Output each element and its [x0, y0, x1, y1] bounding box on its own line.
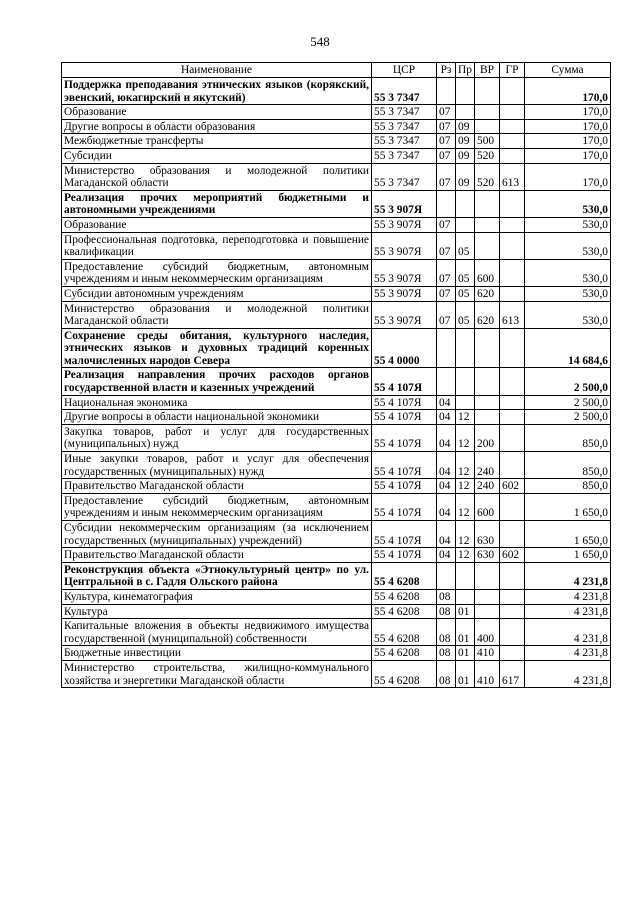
cell-rz: 04 [437, 424, 456, 451]
cell-pr: 05 [456, 286, 475, 301]
cell-rz [437, 78, 456, 105]
cell-csr: 55 3 7347 [372, 105, 437, 120]
cell-sum: 1 650,0 [525, 493, 611, 520]
cell-pr [456, 328, 475, 368]
cell-gr [500, 521, 525, 548]
cell-vr [475, 589, 500, 604]
table-row [62, 410, 611, 425]
cell-csr: 55 3 907Я [372, 259, 437, 286]
cell-rz: 08 [437, 589, 456, 604]
table-row [62, 328, 611, 368]
table-row [62, 589, 611, 604]
cell-vr: 240 [475, 479, 500, 494]
cell-pr: 01 [456, 604, 475, 619]
cell-csr: 55 3 7347 [372, 134, 437, 149]
cell-gr [500, 395, 525, 410]
cell-gr [500, 259, 525, 286]
cell-sum: 170,0 [525, 134, 611, 149]
cell-rz: 07 [437, 105, 456, 120]
cell-rz: 04 [437, 452, 456, 479]
cell-sum: 170,0 [525, 105, 611, 120]
cell-sum: 4 231,8 [525, 562, 611, 589]
cell-csr: 55 3 907Я [372, 217, 437, 232]
cell-pr: 12 [456, 424, 475, 451]
cell-name: Реализация направления прочих расходов органов государственной власти и казенных учреждений [62, 368, 372, 395]
table-row [62, 301, 611, 328]
cell-name: Иные закупки товаров, работ и услуг для обеспечения государственных (муниципальных) нужд [62, 452, 372, 479]
table-row [62, 424, 611, 451]
table-row [62, 562, 611, 589]
cell-vr [475, 604, 500, 619]
cell-gr [500, 78, 525, 105]
cell-vr [475, 368, 500, 395]
table-row [62, 105, 611, 120]
cell-gr [500, 452, 525, 479]
table-body [62, 78, 611, 688]
cell-vr: 620 [475, 286, 500, 301]
cell-name: Капитальные вложения в объекты недвижимого имущества государственной (муниципальной) собственности [62, 619, 372, 646]
cell-vr [475, 562, 500, 589]
cell-rz [437, 368, 456, 395]
cell-vr: 200 [475, 424, 500, 451]
cell-csr: 55 3 7347 [372, 163, 437, 190]
cell-csr: 55 3 907Я [372, 286, 437, 301]
cell-pr [456, 395, 475, 410]
cell-rz: 07 [437, 148, 456, 163]
cell-rz: 08 [437, 619, 456, 646]
table-row [62, 646, 611, 661]
cell-gr [500, 619, 525, 646]
cell-name: Закупка товаров, работ и услуг для государственных (муниципальных) нужд [62, 424, 372, 451]
cell-csr: 55 3 7347 [372, 78, 437, 105]
cell-pr: 09 [456, 163, 475, 190]
cell-gr [500, 493, 525, 520]
cell-csr: 55 4 6208 [372, 562, 437, 589]
cell-vr: 240 [475, 452, 500, 479]
cell-sum: 170,0 [525, 163, 611, 190]
cell-vr: 520 [475, 148, 500, 163]
cell-rz [437, 190, 456, 217]
cell-csr: 55 4 6208 [372, 619, 437, 646]
table-row [62, 660, 611, 687]
cell-vr [475, 119, 500, 134]
cell-gr: 613 [500, 163, 525, 190]
cell-name: Предоставление субсидий бюджетным, автономным учреждениям и иным некоммерческим организациям [62, 493, 372, 520]
cell-vr: 600 [475, 259, 500, 286]
cell-name: Поддержка преподавания этнических языков (корякский, эвенский, юкагирский и якутский) [62, 78, 372, 105]
table-row [62, 521, 611, 548]
cell-vr: 630 [475, 521, 500, 548]
cell-pr: 01 [456, 619, 475, 646]
cell-vr: 630 [475, 548, 500, 563]
cell-csr: 55 4 107Я [372, 493, 437, 520]
cell-sum: 4 231,8 [525, 646, 611, 661]
header-csr: ЦСР [372, 63, 437, 78]
cell-name: Образование [62, 105, 372, 120]
cell-gr [500, 190, 525, 217]
cell-rz [437, 328, 456, 368]
cell-rz: 04 [437, 479, 456, 494]
cell-pr [456, 105, 475, 120]
cell-csr: 55 3 907Я [372, 232, 437, 259]
cell-vr [475, 410, 500, 425]
cell-rz: 08 [437, 604, 456, 619]
table-row [62, 395, 611, 410]
cell-csr: 55 4 107Я [372, 521, 437, 548]
cell-csr: 55 4 107Я [372, 410, 437, 425]
cell-rz: 07 [437, 217, 456, 232]
cell-csr: 55 3 7347 [372, 119, 437, 134]
cell-gr: 602 [500, 548, 525, 563]
header-sum: Сумма [525, 63, 611, 78]
cell-pr: 09 [456, 134, 475, 149]
table-row [62, 493, 611, 520]
cell-vr [475, 328, 500, 368]
cell-csr: 55 4 107Я [372, 395, 437, 410]
cell-pr: 05 [456, 232, 475, 259]
cell-name: Другие вопросы в области национальной экономики [62, 410, 372, 425]
table-row [62, 548, 611, 563]
cell-sum: 2 500,0 [525, 395, 611, 410]
header-pr: Пр [456, 63, 475, 78]
cell-csr: 55 4 6208 [372, 660, 437, 687]
cell-sum: 530,0 [525, 301, 611, 328]
table-row [62, 479, 611, 494]
cell-gr [500, 368, 525, 395]
cell-name: Министерство образования и молодежной политики Магаданской области [62, 163, 372, 190]
cell-name: Субсидии автономным учреждениям [62, 286, 372, 301]
cell-vr: 410 [475, 646, 500, 661]
cell-name: Образование [62, 217, 372, 232]
cell-gr [500, 134, 525, 149]
cell-sum: 4 231,8 [525, 619, 611, 646]
cell-pr: 12 [456, 548, 475, 563]
cell-name: Бюджетные инвестиции [62, 646, 372, 661]
table-row [62, 78, 611, 105]
cell-gr [500, 148, 525, 163]
cell-gr [500, 286, 525, 301]
table-row [62, 286, 611, 301]
cell-name: Профессиональная подготовка, переподготовка и повышение квалификации [62, 232, 372, 259]
cell-sum: 2 500,0 [525, 368, 611, 395]
cell-sum: 4 231,8 [525, 660, 611, 687]
cell-vr: 600 [475, 493, 500, 520]
table-row [62, 217, 611, 232]
cell-csr: 55 3 907Я [372, 301, 437, 328]
cell-pr [456, 78, 475, 105]
cell-pr [456, 190, 475, 217]
table-row [62, 119, 611, 134]
cell-gr: 617 [500, 660, 525, 687]
cell-rz: 07 [437, 286, 456, 301]
cell-name: Реализация прочих мероприятий бюджетными и автономными учреждениями [62, 190, 372, 217]
cell-pr: 12 [456, 479, 475, 494]
cell-name: Правительство Магаданской области [62, 548, 372, 563]
cell-gr: 602 [500, 479, 525, 494]
cell-rz: 04 [437, 410, 456, 425]
cell-sum: 530,0 [525, 286, 611, 301]
cell-rz: 04 [437, 548, 456, 563]
cell-csr: 55 4 107Я [372, 548, 437, 563]
cell-sum: 170,0 [525, 78, 611, 105]
cell-vr: 500 [475, 134, 500, 149]
cell-csr: 55 4 0000 [372, 328, 437, 368]
cell-sum: 1 650,0 [525, 521, 611, 548]
table-row [62, 619, 611, 646]
cell-vr: 400 [475, 619, 500, 646]
cell-name: Другие вопросы в области образования [62, 119, 372, 134]
cell-pr: 09 [456, 119, 475, 134]
table-row [62, 604, 611, 619]
cell-pr: 12 [456, 521, 475, 548]
cell-pr [456, 589, 475, 604]
cell-gr: 613 [500, 301, 525, 328]
header-vr: ВР [475, 63, 500, 78]
cell-pr [456, 217, 475, 232]
cell-rz: 07 [437, 301, 456, 328]
cell-sum: 170,0 [525, 119, 611, 134]
cell-gr [500, 589, 525, 604]
cell-vr: 410 [475, 660, 500, 687]
cell-vr [475, 190, 500, 217]
cell-sum: 530,0 [525, 232, 611, 259]
cell-sum: 1 650,0 [525, 548, 611, 563]
cell-csr: 55 4 6208 [372, 646, 437, 661]
cell-name: Культура [62, 604, 372, 619]
cell-pr: 05 [456, 259, 475, 286]
cell-gr [500, 410, 525, 425]
table-row [62, 190, 611, 217]
cell-gr [500, 604, 525, 619]
cell-pr: 09 [456, 148, 475, 163]
cell-rz: 08 [437, 660, 456, 687]
cell-gr [500, 328, 525, 368]
header-rz: Рз [437, 63, 456, 78]
cell-rz: 07 [437, 232, 456, 259]
cell-name: Реконструкция объекта «Этнокультурный центр» по ул. Центральной в с. Гадля Ольского района [62, 562, 372, 589]
cell-rz: 07 [437, 134, 456, 149]
cell-name: Субсидии некоммерческим организациям (за исключением государственных (муниципальных) учреждений) [62, 521, 372, 548]
cell-rz [437, 562, 456, 589]
table-row [62, 259, 611, 286]
cell-name: Министерство образования и молодежной политики Магаданской области [62, 301, 372, 328]
cell-rz: 04 [437, 521, 456, 548]
cell-pr: 01 [456, 660, 475, 687]
cell-sum: 850,0 [525, 479, 611, 494]
cell-csr: 55 3 907Я [372, 190, 437, 217]
cell-sum: 850,0 [525, 452, 611, 479]
header-name: Наименование [62, 63, 372, 78]
table-row [62, 148, 611, 163]
cell-gr [500, 424, 525, 451]
cell-pr [456, 562, 475, 589]
cell-gr [500, 232, 525, 259]
cell-gr [500, 646, 525, 661]
cell-sum: 2 500,0 [525, 410, 611, 425]
cell-csr: 55 4 107Я [372, 479, 437, 494]
cell-sum: 14 684,6 [525, 328, 611, 368]
table-row [62, 368, 611, 395]
cell-vr [475, 232, 500, 259]
cell-csr: 55 4 107Я [372, 424, 437, 451]
cell-csr: 55 4 6208 [372, 604, 437, 619]
cell-pr: 12 [456, 452, 475, 479]
budget-table [61, 62, 611, 688]
cell-name: Межбюджетные трансферты [62, 134, 372, 149]
cell-sum: 4 231,8 [525, 604, 611, 619]
cell-rz: 04 [437, 395, 456, 410]
cell-name: Субсидии [62, 148, 372, 163]
table-row [62, 134, 611, 149]
cell-name: Правительство Магаданской области [62, 479, 372, 494]
cell-vr [475, 395, 500, 410]
cell-csr: 55 4 107Я [372, 452, 437, 479]
cell-sum: 530,0 [525, 259, 611, 286]
table-row [62, 452, 611, 479]
header-row [62, 63, 611, 78]
cell-pr: 12 [456, 493, 475, 520]
table-row [62, 163, 611, 190]
cell-sum: 530,0 [525, 190, 611, 217]
cell-sum: 850,0 [525, 424, 611, 451]
cell-name: Предоставление субсидий бюджетным, автономным учреждениям и иным некоммерческим организациям [62, 259, 372, 286]
cell-rz: 07 [437, 259, 456, 286]
cell-name: Сохранение среды обитания, культурного наследия, этнических языков и духовных традиций коренных малочисленных народов Севера [62, 328, 372, 368]
cell-rz: 07 [437, 163, 456, 190]
page-number: 548 [310, 34, 330, 49]
cell-vr [475, 217, 500, 232]
cell-name: Министерство строительства, жилищно-коммунального хозяйства и энергетики Магаданской области [62, 660, 372, 687]
cell-sum: 4 231,8 [525, 589, 611, 604]
cell-pr: 01 [456, 646, 475, 661]
header-gr: ГР [500, 63, 525, 78]
cell-gr [500, 217, 525, 232]
cell-name: Национальная экономика [62, 395, 372, 410]
cell-gr [500, 105, 525, 120]
cell-rz: 04 [437, 493, 456, 520]
cell-vr [475, 78, 500, 105]
table-row [62, 232, 611, 259]
cell-vr: 520 [475, 163, 500, 190]
cell-vr: 620 [475, 301, 500, 328]
cell-sum: 530,0 [525, 217, 611, 232]
cell-pr: 05 [456, 301, 475, 328]
cell-gr [500, 119, 525, 134]
cell-rz: 08 [437, 646, 456, 661]
cell-vr [475, 105, 500, 120]
cell-gr [500, 562, 525, 589]
cell-name: Культура, кинематография [62, 589, 372, 604]
cell-csr: 55 4 107Я [372, 368, 437, 395]
cell-pr [456, 368, 475, 395]
cell-csr: 55 3 7347 [372, 148, 437, 163]
cell-sum: 170,0 [525, 148, 611, 163]
cell-csr: 55 4 6208 [372, 589, 437, 604]
cell-pr: 12 [456, 410, 475, 425]
cell-rz: 07 [437, 119, 456, 134]
